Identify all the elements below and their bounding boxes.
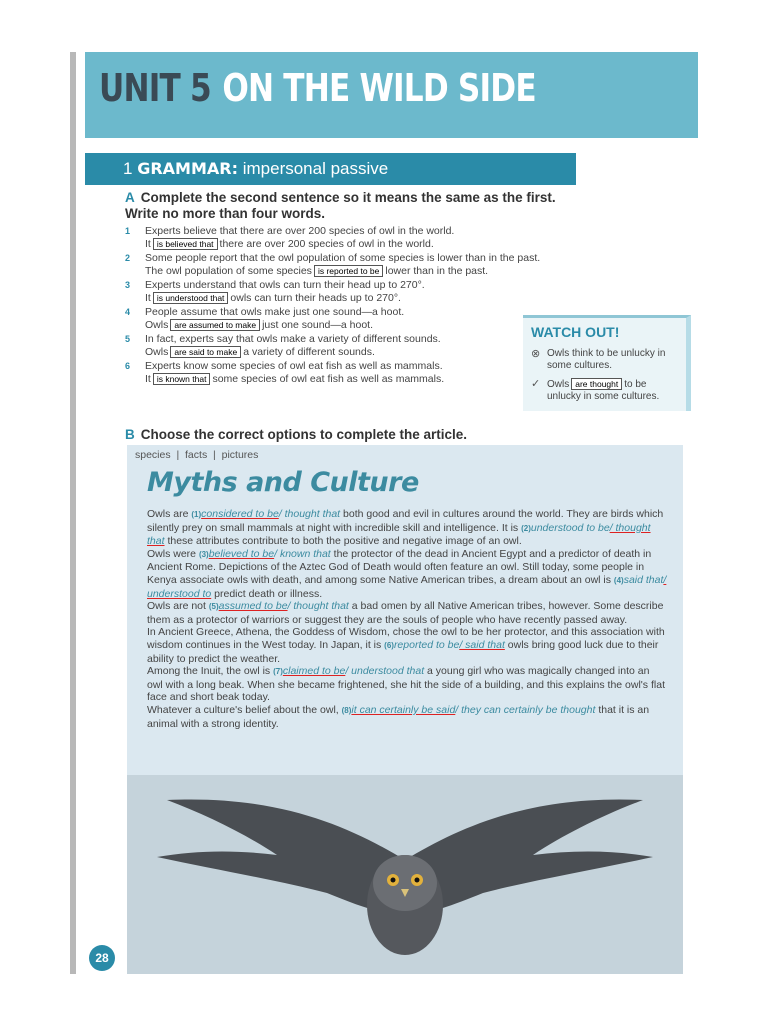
- article-panel: [127, 445, 683, 974]
- textbook-page: [85, 52, 698, 974]
- paragraph-1: Owls are (1)considered to be/ thought that both good and evil in cultures around the world. They are birds which silently prey on small mammals at night with incredible skill and intelligence. It is (2)understood to be/ thought that these attributes contribute to both the positive and negative image of an owl.: [147, 508, 664, 548]
- exercise-item-5: [125, 333, 565, 359]
- item-number: 5: [125, 334, 131, 344]
- grammar-label: GRAMMAR:: [137, 159, 238, 178]
- unit-number: UNIT 5: [99, 66, 211, 110]
- instruction-text: Choose the correct options to complete the article.: [140, 427, 468, 442]
- rewrite-sentence: Owls are assumed to make just one sound—a hoot.: [145, 319, 373, 331]
- owl-illustration: [127, 765, 683, 974]
- answer-field[interactable]: is believed that: [153, 238, 218, 250]
- answer-field[interactable]: are thought: [571, 378, 622, 390]
- section-letter: A: [125, 190, 135, 205]
- item-number: 2: [125, 253, 131, 263]
- option-7b[interactable]: / understood that: [345, 665, 425, 678]
- original-sentence: Some people report that the owl population of some species is lower than in the past.: [145, 252, 541, 264]
- watch-out-title: WATCH OUT!: [531, 324, 620, 340]
- original-sentence: In fact, experts say that owls make a variety of different sounds.: [145, 333, 441, 345]
- cross-circle-icon: ⊗: [531, 348, 541, 360]
- rewrite-sentence: The owl population of some species is reported to be lower than in the past.: [145, 265, 489, 277]
- page-edge: [70, 52, 76, 974]
- exercise-item-4: [125, 306, 565, 332]
- original-sentence: Experts believe that there are over 200 species of owl in the world.: [145, 225, 455, 237]
- tab-species[interactable]: species: [135, 449, 171, 461]
- article-title: Myths and Culture: [147, 467, 419, 498]
- answer-field[interactable]: is known that: [153, 373, 211, 385]
- paragraph-5: Among the Inuit, the owl is (7)claimed to be/ understood that a young girl who was magically changed into an owl with a long beak. When she became frightened, she hit the side of a building, and this explains the owl's flat face and short beak today.: [147, 665, 665, 704]
- correct-example: ✓ Owls are thought to be unlucky in some cultures.: [531, 378, 660, 402]
- article-body: [147, 508, 667, 730]
- option-8a[interactable]: it can certainly be said: [351, 703, 456, 716]
- option-5b[interactable]: / thought that: [287, 600, 349, 613]
- exercise-item-2: [125, 252, 565, 278]
- item-number: 1: [125, 226, 131, 236]
- original-sentence: Experts know some species of owl eat fish as well as mammals.: [145, 360, 443, 372]
- paragraph-2: Owls were (3)believed to be/ known that the protector of the dead in Ancient Egypt and a predictor of death in Ancient Rome. Depictions of the Aztec God of Death would often feature an owl. Still today, some people in Kenya associate owls with death, and among some Native American tribes, a dream about an owl is (4)said that/ understood to predict death or illness.: [147, 547, 667, 600]
- grammar-heading: [85, 153, 576, 185]
- unit-header: [85, 52, 698, 138]
- item-number: 6: [125, 361, 131, 371]
- section-a-instruction: [125, 190, 565, 222]
- answer-field[interactable]: are assumed to make: [170, 319, 260, 331]
- exercise-item-3: [125, 279, 565, 305]
- rewrite-sentence: It is believed that there are over 200 species of owl in the world.: [145, 238, 434, 250]
- answer-field[interactable]: is reported to be: [314, 265, 383, 277]
- option-8b[interactable]: / they can certainly be thought: [455, 703, 596, 716]
- watch-out-box: [523, 315, 691, 411]
- section-letter: B: [125, 427, 135, 442]
- answer-field[interactable]: are said to make: [170, 346, 241, 358]
- paragraph-4: In Ancient Greece, Athena, the Goddess of Wisdom, chose the owl to be her protector, and this association with wisdom continues in the West today. In Japan, it is (6)reported to be/ said that owls bring good luck due to their ability to predict the weather.: [147, 626, 665, 665]
- item-number: 3: [125, 280, 131, 290]
- original-sentence: People assume that owls make just one sound—a hoot.: [145, 306, 405, 318]
- wrong-example: ⊗ Owls think to be unlucky in some cultures.: [531, 348, 666, 371]
- unit-name: ON THE WILD SIDE: [222, 66, 536, 110]
- option-2a[interactable]: understood to be: [530, 521, 610, 534]
- option-6a[interactable]: reported to be: [393, 638, 460, 651]
- option-5a[interactable]: assumed to be: [218, 600, 288, 613]
- exercise-a-list: [125, 225, 565, 387]
- option-1b[interactable]: / thought that: [278, 508, 341, 520]
- rewrite-sentence: It is understood that owls can turn their heads up to 270°.: [145, 292, 401, 304]
- original-sentence: Experts understand that owls can turn their head up to 270°.: [145, 279, 425, 291]
- option-2b[interactable]: / thought that: [147, 521, 651, 548]
- answer-field[interactable]: is understood that: [153, 292, 229, 304]
- item-number: 4: [125, 307, 131, 317]
- exercise-item-6: [125, 360, 565, 386]
- section-number: 1: [123, 159, 133, 178]
- word-tabs: species | facts | pictures: [135, 449, 259, 461]
- option-3b[interactable]: / known that: [274, 547, 331, 560]
- grammar-topic: impersonal passive: [242, 159, 389, 178]
- tab-pictures[interactable]: pictures: [221, 449, 259, 461]
- option-6b[interactable]: / said that: [459, 638, 505, 651]
- tab-facts[interactable]: facts: [185, 449, 208, 461]
- option-1a[interactable]: considered to be: [201, 508, 279, 520]
- unit-title: [99, 66, 536, 110]
- section-b-instruction: [125, 427, 605, 442]
- instruction-text: Complete the second sentence so it means the same as the first. Write no more than four words.: [125, 190, 556, 221]
- rewrite-sentence: It is known that some species of owl eat fish as well as mammals.: [145, 373, 445, 385]
- check-circle-icon: ✓: [531, 378, 541, 390]
- exercise-item-1: [125, 225, 565, 251]
- option-4a[interactable]: said that: [623, 573, 664, 586]
- option-7a[interactable]: claimed to be: [282, 665, 346, 678]
- rewrite-sentence: Owls are said to make a variety of different sounds.: [145, 346, 375, 358]
- paragraph-6: Whatever a culture's belief about the owl, (8)it can certainly be said/ they can certainly be thought that it is an animal with a strong identity.: [147, 703, 650, 730]
- paragraph-3: Owls are not (5)assumed to be/ thought that a bad omen by all Native American tribes, however. Some describe them as a protector of warriors or suggest they are the souls of people who have recently passed away.: [147, 600, 664, 626]
- option-4b[interactable]: / understood to: [147, 573, 667, 600]
- option-3a[interactable]: believed to be: [208, 547, 275, 560]
- page-number: 28: [89, 945, 115, 971]
